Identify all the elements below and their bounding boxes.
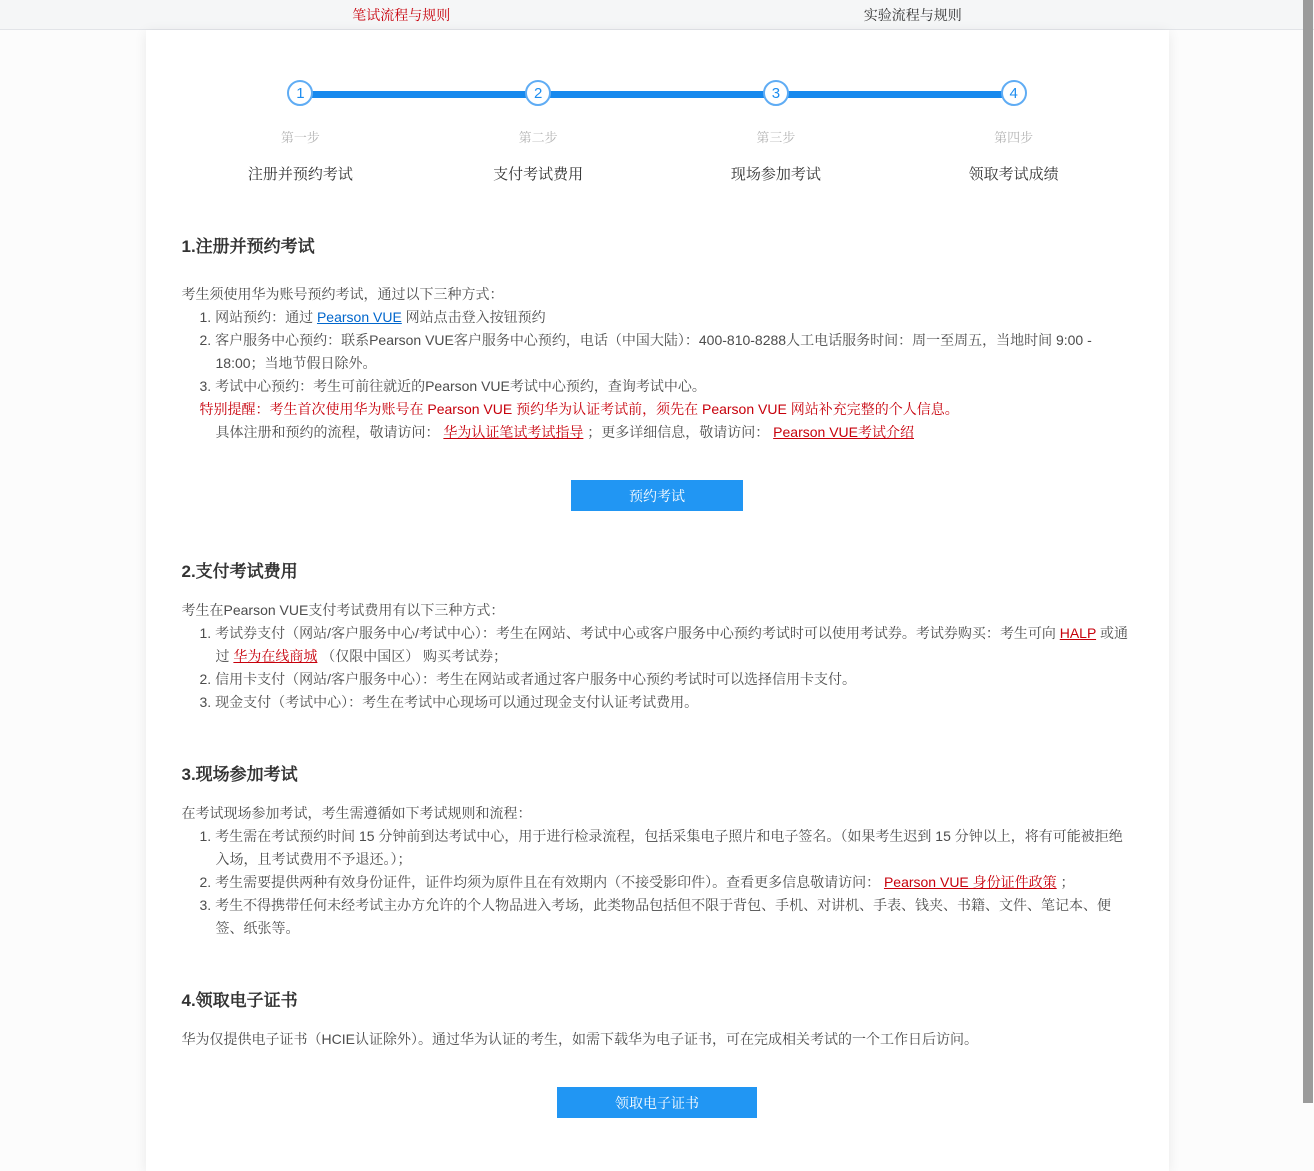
text-segment: 2. 考生需要提供两种有效身份证件，证件均须为原件且在有效期内（不接受影印件）。查看更多信息敬请访问： [200,874,884,890]
step-1-label: 第一步 [281,127,320,146]
content-card [146,30,1169,1171]
text-segment: 1. 考试券支付（网站/客户服务中心/考试中心）：考生在网站、考试中心或客户服务中心预约考试时可以使用考试券。考试券购买：考生可向 [200,625,1060,641]
section-register-and-book [182,232,1133,511]
pearson-vue-exam-intro-link[interactable]: Pearson VUE考试介绍 [773,424,914,440]
text-segment: ； [1057,874,1075,890]
register-method-website [182,306,1133,329]
exam-process-stepper [182,30,1133,184]
section-2-intro: 考生在Pearson VUE支付考试费用有以下三种方式： [182,599,1133,622]
section-3-intro: 在考试现场参加考试，考生需遵循如下考试规则和流程： [182,802,1133,825]
step-2 [419,80,657,184]
tab-written-exam-rules[interactable]: 笔试流程与规则 [146,0,658,29]
halp-link[interactable]: HALP [1060,625,1096,641]
text-segment: （仅限中国区） 购买考试券； [317,648,507,664]
top-tab-bar-inner [146,0,1169,29]
book-exam-button[interactable]: 预约考试 [571,480,743,511]
pearson-vue-id-policy-link[interactable]: Pearson VUE 身份证件政策 [884,874,1057,890]
rule-no-personal-items: 3. 考生不得携带任何未经考试主办方允许的个人物品进入考场，此类物品包括但不限于背包、手机、对讲机、手表、钱夹、书籍、文件、笔记本、便签、纸张等。 [182,894,1133,940]
step-3-label: 第三步 [756,127,795,146]
section-1-list [182,306,1133,444]
register-method-call-center: 2. 客户服务中心预约：联系Pearson VUE客户服务中心预约，电话（中国大陆）：400-810-8288人工电话服务时间：周一至周五，当地时间 9:00 - 18:00；当地节假日除外。 [182,329,1133,375]
pay-method-voucher [182,622,1133,668]
pay-method-cash: 3. 现金支付（考试中心）：考生在考试中心现场可以通过现金支付认证考试费用。 [182,691,1133,714]
step-4 [895,80,1133,184]
section-2-list [182,622,1133,714]
section-3-title: 3.现场参加考试 [182,760,1133,785]
stepper-steps [182,80,1133,184]
step-1 [182,80,420,184]
step-2-circle: 2 [525,80,551,106]
step-2-name: 支付考试费用 [493,163,583,184]
text-segment: 网站点击登入按钮预约 [402,309,546,325]
guide-links-line [182,421,1133,444]
step-4-name: 领取考试成绩 [969,163,1059,184]
step-3-circle: 3 [763,80,789,106]
rule-arrive-early: 1. 考生需在考试预约时间 15 分钟前到达考试中心，用于进行检录流程，包括采集电子照片和电子签名。（如果考生迟到 15 分钟以上，将有可能被拒绝入场，且考试费用不予退还。）； [182,825,1133,871]
top-tab-bar [0,0,1314,30]
section-attend-exam [182,760,1133,940]
section-2-title: 2.支付考试费用 [182,557,1133,582]
text-segment: 1. 网站预约：通过 [200,309,317,325]
text-segment: ；更多详细信息，敬请访问： [583,424,773,440]
pearson-vue-link[interactable]: Pearson VUE [317,309,402,325]
special-reminder-text: 特别提醒：考生首次使用华为账号在 Pearson VUE 预约华为认证考试前，须先在 Pearson VUE 网站补充完整的个人信息。 [182,398,1133,421]
section-1-title: 1.注册并预约考试 [182,232,1133,257]
text-segment: 具体注册和预约的流程，敬请访问： [216,424,444,440]
section-4-intro: 华为仅提供电子证书（HCIE认证除外）。通过华为认证的考生，如需下载华为电子证书，可在完成相关考试的一个工作日后访问。 [182,1028,1133,1051]
huawei-online-store-link[interactable]: 华为在线商城 [233,648,317,664]
step-4-circle: 4 [1001,80,1027,106]
step-3-name: 现场参加考试 [731,163,821,184]
step-4-label: 第四步 [994,127,1033,146]
section-pay-exam-fee [182,557,1133,714]
text-segment: 或通过 [216,625,1128,664]
written-exam-guide-link[interactable]: 华为认证笔试考试指导 [443,424,583,440]
section-1-intro: 考生须使用华为账号预约考试，通过以下三种方式： [182,283,1133,306]
step-2-label: 第二步 [519,127,558,146]
tab-lab-exam-rules[interactable]: 实验流程与规则 [657,0,1169,29]
get-certificate-button[interactable]: 领取电子证书 [557,1087,757,1118]
step-3 [657,80,895,184]
pay-method-credit-card: 2. 信用卡支付（网站/客户服务中心）：考生在网站或者通过客户服务中心预约考试时可以选择信用卡支付。 [182,668,1133,691]
section-3-list [182,825,1133,940]
register-method-test-center: 3. 考试中心预约：考生可前往就近的Pearson VUE考试中心预约，查询考试中心。 [182,375,1133,398]
step-1-name: 注册并预约考试 [248,163,353,184]
step-1-circle: 1 [287,80,313,106]
section-4-title: 4.领取电子证书 [182,986,1133,1011]
vertical-scrollbar[interactable] [1303,0,1313,1103]
rule-id-documents [182,871,1133,894]
section-get-certificate [182,986,1133,1118]
